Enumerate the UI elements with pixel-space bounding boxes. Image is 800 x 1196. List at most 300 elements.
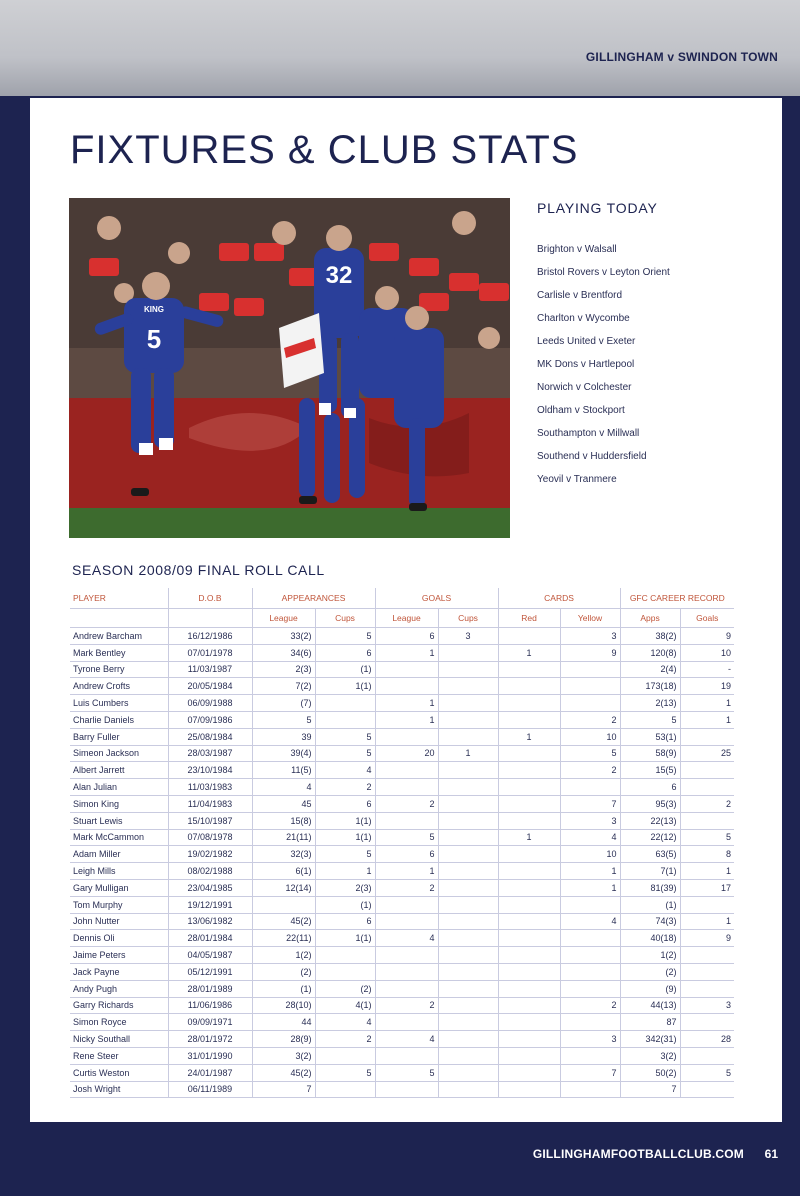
stat-cell: 11/03/1983 [168, 779, 252, 796]
table-row [70, 779, 734, 796]
table-row [70, 879, 734, 896]
stat-cell: 9 [680, 628, 734, 645]
stat-cell: 8 [680, 846, 734, 863]
player-name-cell: Josh Wright [70, 1081, 168, 1098]
stat-cell: 09/09/1971 [168, 1014, 252, 1031]
table-row [70, 728, 734, 745]
player-name-cell: Simon King [70, 795, 168, 812]
table-row [70, 812, 734, 829]
page-title: FIXTURES & CLUB STATS [70, 128, 579, 172]
stat-cell [680, 896, 734, 913]
fixture-item: Brighton v Walsall [537, 244, 617, 255]
stat-cell [498, 812, 560, 829]
stat-cell [498, 1014, 560, 1031]
top-band [0, 0, 800, 96]
stat-cell [315, 1081, 375, 1098]
stat-cell: 2(13) [620, 695, 680, 712]
subheader-cell: Cups [315, 609, 375, 628]
stat-cell: 1(2) [252, 947, 315, 964]
stat-cell [498, 913, 560, 930]
stat-cell: 28/01/1972 [168, 1031, 252, 1048]
player-name-cell: Simon Royce [70, 1014, 168, 1031]
stat-cell: 1 [498, 644, 560, 661]
stat-cell: 19 [680, 678, 734, 695]
stat-cell [438, 963, 498, 980]
table-row [70, 980, 734, 997]
stat-cell [560, 963, 620, 980]
stat-cell: 10 [560, 728, 620, 745]
stat-cell [560, 661, 620, 678]
stat-cell: (9) [620, 980, 680, 997]
shirt-name: KING [144, 305, 164, 314]
stat-cell: 15(5) [620, 762, 680, 779]
stat-cell: 1 [375, 863, 438, 880]
stat-cell: 1 [498, 829, 560, 846]
stat-cell [375, 947, 438, 964]
stat-cell: 19/12/1991 [168, 896, 252, 913]
stat-cell: 39(4) [252, 745, 315, 762]
stat-cell [498, 661, 560, 678]
playing-today-title: PLAYING TODAY [537, 200, 658, 216]
stat-cell: 3 [560, 812, 620, 829]
stat-cell: 40(18) [620, 930, 680, 947]
stat-cell: 2(3) [252, 661, 315, 678]
stat-cell: 1 [560, 879, 620, 896]
stat-cell: 2 [560, 762, 620, 779]
stat-cell: 95(3) [620, 795, 680, 812]
subheader-cell: Goals [680, 609, 734, 628]
fixture-item: MK Dons v Hartlepool [537, 359, 635, 370]
stat-cell [438, 947, 498, 964]
fixture-item: Carlisle v Brentford [537, 290, 623, 301]
stat-cell [375, 913, 438, 930]
stat-cell [438, 997, 498, 1014]
table-row [70, 644, 734, 661]
stat-cell [498, 896, 560, 913]
stat-cell: 19/02/1982 [168, 846, 252, 863]
table-row [70, 963, 734, 980]
stat-cell [438, 980, 498, 997]
stat-cell [560, 1047, 620, 1064]
col-cards: CARDS [498, 588, 620, 609]
stat-cell: 4 [375, 1031, 438, 1048]
stat-cell: 173(18) [620, 678, 680, 695]
stat-cell: 120(8) [620, 644, 680, 661]
table-row [70, 1014, 734, 1031]
col-appearances: APPEARANCES [252, 588, 375, 609]
stat-cell [498, 997, 560, 1014]
player-name-cell: Rene Steer [70, 1047, 168, 1064]
stat-cell [438, 879, 498, 896]
stat-cell [498, 745, 560, 762]
fixture-item: Yeovil v Tranmere [537, 474, 617, 485]
celebration-photo [69, 198, 510, 538]
stat-cell: 2 [375, 795, 438, 812]
stat-cell: 50(2) [620, 1064, 680, 1081]
stat-cell: 28 [680, 1031, 734, 1048]
stat-cell: 22(11) [252, 930, 315, 947]
stat-cell: 1 [498, 728, 560, 745]
stat-cell [680, 1047, 734, 1064]
subheader-cell: League [375, 609, 438, 628]
stat-cell [560, 678, 620, 695]
stat-cell [438, 846, 498, 863]
stat-cell: 1(1) [315, 930, 375, 947]
player-name-cell: Mark Bentley [70, 644, 168, 661]
player-name-cell: Stuart Lewis [70, 812, 168, 829]
stat-cell [560, 930, 620, 947]
player-name-cell: Garry Richards [70, 997, 168, 1014]
stat-cell: 23/04/1985 [168, 879, 252, 896]
stat-cell: 4 [315, 1014, 375, 1031]
stat-cell: 12(14) [252, 879, 315, 896]
stat-cell: 9 [680, 930, 734, 947]
stat-cell [498, 846, 560, 863]
stat-cell: 1 [560, 863, 620, 880]
stat-cell: 5 [315, 846, 375, 863]
stat-cell [560, 1081, 620, 1098]
stat-cell [498, 1081, 560, 1098]
player-name-cell: Andrew Barcham [70, 628, 168, 645]
stat-cell [438, 728, 498, 745]
stat-cell: 07/09/1986 [168, 711, 252, 728]
stat-cell: 7(1) [620, 863, 680, 880]
stat-cell [375, 1047, 438, 1064]
stat-cell: 06/09/1988 [168, 695, 252, 712]
stat-cell: 1(2) [620, 947, 680, 964]
stat-cell: 1(1) [315, 829, 375, 846]
stat-cell: (2) [252, 963, 315, 980]
stat-cell [438, 795, 498, 812]
stat-cell [680, 963, 734, 980]
player-name-cell: Leigh Mills [70, 863, 168, 880]
stat-cell [375, 980, 438, 997]
stat-cell: 06/11/1989 [168, 1081, 252, 1098]
stat-cell [498, 711, 560, 728]
stat-cell: 24/01/1987 [168, 1064, 252, 1081]
stat-cell: 2 [315, 1031, 375, 1048]
stat-cell: 9 [560, 644, 620, 661]
player-name-cell: Gary Mulligan [70, 879, 168, 896]
stat-cell: 05/12/1991 [168, 963, 252, 980]
stat-cell: 1 [438, 745, 498, 762]
stat-cell: 5 [620, 711, 680, 728]
match-header: GILLINGHAM v SWINDON TOWN [585, 50, 778, 64]
stat-cell: 7 [620, 1081, 680, 1098]
stat-cell [680, 1014, 734, 1031]
subheader-blank [168, 609, 252, 628]
stat-cell: 4 [252, 779, 315, 796]
stat-cell: 3 [680, 997, 734, 1014]
stat-cell: 1(1) [315, 678, 375, 695]
fixture-item: Oldham v Stockport [537, 405, 625, 416]
table-row [70, 1031, 734, 1048]
stat-cell: 2 [560, 711, 620, 728]
player-name-cell: Barry Fuller [70, 728, 168, 745]
stat-cell: 39 [252, 728, 315, 745]
stat-cell [498, 695, 560, 712]
table-row [70, 1047, 734, 1064]
stat-cell [560, 779, 620, 796]
stat-cell [438, 812, 498, 829]
stat-cell: 4 [375, 930, 438, 947]
stat-cell: 28(9) [252, 1031, 315, 1048]
player-name-cell: Mark McCammon [70, 829, 168, 846]
stat-cell [315, 1047, 375, 1064]
player-name-cell: Jaime Peters [70, 947, 168, 964]
table-row [70, 1064, 734, 1081]
shirt-number-32: 32 [325, 262, 353, 289]
table-row [70, 930, 734, 947]
stat-cell: 45(2) [252, 913, 315, 930]
stat-cell [680, 947, 734, 964]
stat-cell: 4 [560, 913, 620, 930]
stat-cell: 63(5) [620, 846, 680, 863]
stat-cell: 2(3) [315, 879, 375, 896]
stat-cell: 5 [315, 628, 375, 645]
stat-cell [680, 728, 734, 745]
stat-cell [438, 1047, 498, 1064]
subheader-cell: League [252, 609, 315, 628]
table-row [70, 863, 734, 880]
player-name-cell: Luis Cumbers [70, 695, 168, 712]
stat-cell [438, 711, 498, 728]
stat-cell: 3 [560, 628, 620, 645]
stat-cell: 2 [680, 795, 734, 812]
stat-cell: 6 [315, 795, 375, 812]
stat-cell: 2(4) [620, 661, 680, 678]
stat-cell: 31/01/1990 [168, 1047, 252, 1064]
table-row [70, 695, 734, 712]
stat-cell [438, 829, 498, 846]
stat-cell: 33(2) [252, 628, 315, 645]
stat-cell [438, 1064, 498, 1081]
stat-cell: (1) [315, 661, 375, 678]
stat-cell: 4 [315, 762, 375, 779]
stat-cell [315, 695, 375, 712]
stat-cell: 16/12/1986 [168, 628, 252, 645]
roll-call-title: SEASON 2008/09 FINAL ROLL CALL [72, 562, 325, 578]
stat-cell: 1 [680, 863, 734, 880]
fixture-item: Southend v Huddersfield [537, 451, 647, 462]
stat-cell: 20/05/1984 [168, 678, 252, 695]
stat-cell [375, 728, 438, 745]
stat-cell [438, 644, 498, 661]
stat-cell [498, 863, 560, 880]
stat-cell: 13/06/1982 [168, 913, 252, 930]
stat-cell [498, 628, 560, 645]
fixture-item: Southampton v Millwall [537, 428, 640, 439]
stat-cell: 15/10/1987 [168, 812, 252, 829]
stat-cell [560, 695, 620, 712]
stat-cell [680, 812, 734, 829]
stat-cell: 342(31) [620, 1031, 680, 1048]
stat-cell [438, 896, 498, 913]
table-row [70, 661, 734, 678]
stat-cell [375, 896, 438, 913]
stat-cell [498, 1047, 560, 1064]
table-row [70, 1081, 734, 1098]
stat-cell: 3 [438, 628, 498, 645]
stat-cell [560, 947, 620, 964]
table-header-row [70, 588, 734, 609]
stat-cell: 3 [560, 1031, 620, 1048]
col-player: PLAYER [70, 588, 168, 609]
table-row [70, 795, 734, 812]
stat-cell: 1 [680, 913, 734, 930]
stat-cell: 45(2) [252, 1064, 315, 1081]
player-name-cell: Nicky Southall [70, 1031, 168, 1048]
stat-cell: 45 [252, 795, 315, 812]
stat-cell: 17 [680, 879, 734, 896]
stat-cell [375, 1081, 438, 1098]
stat-cell [498, 1064, 560, 1081]
stat-cell [375, 661, 438, 678]
stat-cell: 38(2) [620, 628, 680, 645]
stat-cell: 23/10/1984 [168, 762, 252, 779]
stat-cell [315, 711, 375, 728]
table-row [70, 745, 734, 762]
stat-cell: 1 [315, 863, 375, 880]
content-panel [30, 98, 782, 1122]
table-row [70, 846, 734, 863]
stat-cell: 5 [252, 711, 315, 728]
stat-cell: 2 [560, 997, 620, 1014]
stat-cell [498, 963, 560, 980]
table-row [70, 628, 734, 645]
stat-cell: 11/04/1983 [168, 795, 252, 812]
stat-cell: 4 [560, 829, 620, 846]
stat-cell: 1 [680, 711, 734, 728]
stat-cell: 11/03/1987 [168, 661, 252, 678]
player-name-cell: Dennis Oli [70, 930, 168, 947]
stat-cell [438, 1014, 498, 1031]
stat-cell: 20 [375, 745, 438, 762]
stat-cell: 6 [375, 846, 438, 863]
stat-cell [498, 980, 560, 997]
table-row [70, 913, 734, 930]
stat-cell: 3(2) [620, 1047, 680, 1064]
stat-cell: 44(13) [620, 997, 680, 1014]
stat-cell: 6 [375, 628, 438, 645]
subheader-cell: Yellow [560, 609, 620, 628]
stat-cell: 1(1) [315, 812, 375, 829]
stat-cell: 2 [375, 997, 438, 1014]
footer-url[interactable]: GILLINGHAMFOOTBALLCLUB.COM [532, 1147, 744, 1161]
stat-cell [438, 678, 498, 695]
table-row [70, 997, 734, 1014]
stat-cell: 11(5) [252, 762, 315, 779]
stat-cell: 22(13) [620, 812, 680, 829]
player-name-cell: Jack Payne [70, 963, 168, 980]
stat-cell: 58(9) [620, 745, 680, 762]
stat-cell: 1 [375, 695, 438, 712]
table-row [70, 762, 734, 779]
stat-cell: 44 [252, 1014, 315, 1031]
stat-cell: 5 [375, 829, 438, 846]
stat-cell [680, 1081, 734, 1098]
stat-cell [498, 930, 560, 947]
stat-cell: (2) [315, 980, 375, 997]
stat-cell: 28/03/1987 [168, 745, 252, 762]
stat-cell: 08/02/1988 [168, 863, 252, 880]
stat-cell [438, 930, 498, 947]
stat-cell [375, 963, 438, 980]
table-row [70, 896, 734, 913]
stat-cell: 6 [315, 644, 375, 661]
stat-cell [315, 947, 375, 964]
stat-cell [560, 1014, 620, 1031]
stat-cell [560, 896, 620, 913]
stat-cell: 81(39) [620, 879, 680, 896]
stat-cell: 7 [560, 1064, 620, 1081]
col-career: GFC CAREER RECORD [620, 588, 734, 609]
player-name-cell: Alan Julian [70, 779, 168, 796]
stat-cell: 25/08/1984 [168, 728, 252, 745]
stat-cell: 53(1) [620, 728, 680, 745]
stat-cell: (2) [620, 963, 680, 980]
stat-cell: 34(6) [252, 644, 315, 661]
subheader-blank [70, 609, 168, 628]
stat-cell [315, 963, 375, 980]
table-row [70, 829, 734, 846]
stat-cell: - [680, 661, 734, 678]
stat-cell: 5 [315, 745, 375, 762]
stat-cell: 11/06/1986 [168, 997, 252, 1014]
shirt-number-5: 5 [146, 324, 162, 354]
fixtures-list [537, 238, 767, 491]
table-body [70, 609, 734, 1098]
subheader-cell: Red [498, 609, 560, 628]
stat-cell [438, 695, 498, 712]
table-row [70, 678, 734, 695]
col-dob: D.O.B [168, 588, 252, 609]
player-name-cell: John Nutter [70, 913, 168, 930]
fixture-item: Leeds United v Exeter [537, 336, 636, 347]
stat-cell [438, 913, 498, 930]
stat-cell: 5 [375, 1064, 438, 1081]
player-name-cell: Curtis Weston [70, 1064, 168, 1081]
col-goals: GOALS [375, 588, 498, 609]
stat-cell: 6(1) [252, 863, 315, 880]
stat-cell [680, 779, 734, 796]
stat-cell: 21(11) [252, 829, 315, 846]
stat-cell: 22(12) [620, 829, 680, 846]
stat-cell: 10 [560, 846, 620, 863]
stat-cell [252, 896, 315, 913]
stat-cell [375, 678, 438, 695]
roll-call-table [70, 588, 734, 1098]
stat-cell [438, 661, 498, 678]
stat-cell [498, 678, 560, 695]
fixture-item: Bristol Rovers v Leyton Orient [537, 267, 670, 278]
stat-cell [680, 980, 734, 997]
stat-cell: 15(8) [252, 812, 315, 829]
stat-cell: 28/01/1984 [168, 930, 252, 947]
table-row [70, 947, 734, 964]
player-name-cell: Adam Miller [70, 846, 168, 863]
stat-cell: 7 [560, 795, 620, 812]
stat-cell [498, 1031, 560, 1048]
stat-cell [438, 863, 498, 880]
stat-cell: 5 [680, 829, 734, 846]
stat-cell [375, 812, 438, 829]
player-name-cell: Andrew Crofts [70, 678, 168, 695]
stat-cell [375, 762, 438, 779]
stat-cell: 7(2) [252, 678, 315, 695]
stat-cell [498, 795, 560, 812]
stat-cell: 5 [680, 1064, 734, 1081]
